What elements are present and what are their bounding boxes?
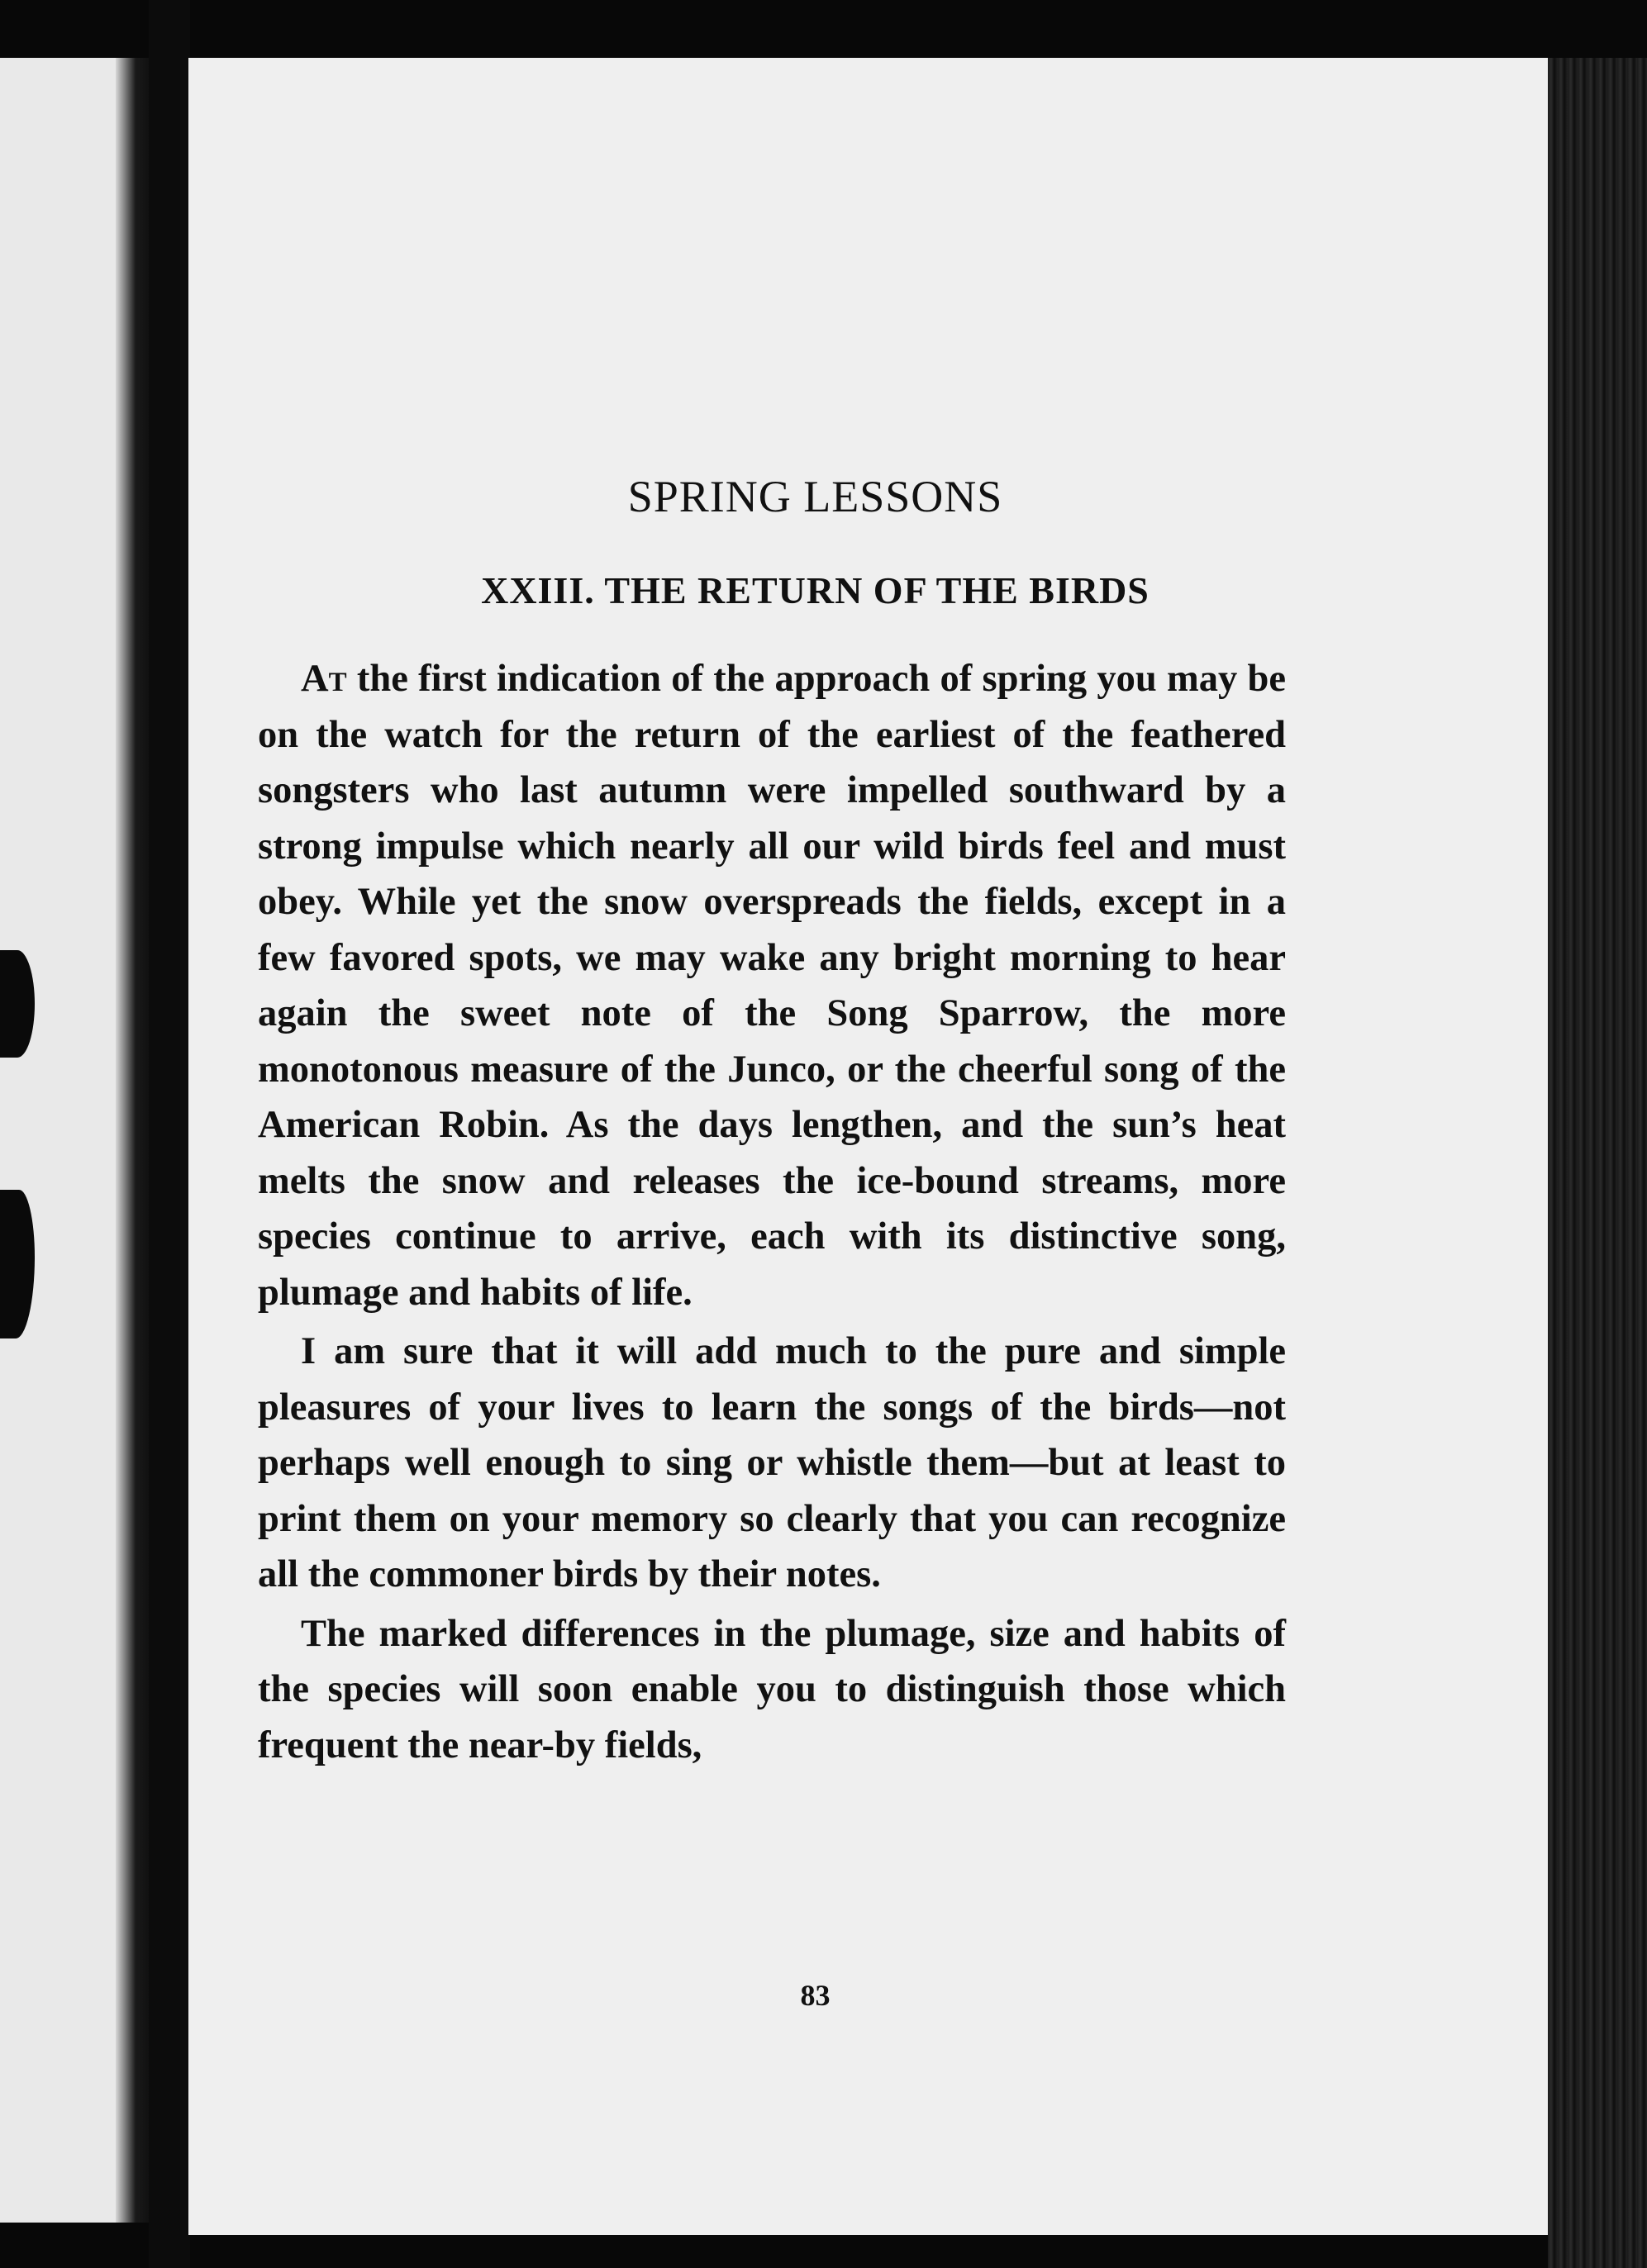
- gutter-shadow: [116, 58, 149, 2223]
- paragraph-1: [258, 651, 1286, 1320]
- chapter-title: XXIII. THE RETURN OF THE BIRDS: [481, 569, 1150, 611]
- page-stack-edge: [1548, 58, 1647, 2268]
- paragraph-3: The marked differences in the plumage, size and habits of the species will soon enable you to distinguish those which frequent the near-by fields,: [258, 1612, 1286, 1766]
- paragraph-2: I am sure that it will add much to the pure and simple pleasures of your lives to learn the songs of the birds—not perhaps well enough to sing or whistle them—but at least to print them on your memory so clearly that you can recognize all the commoner birds by their notes.: [258, 1330, 1286, 1595]
- book-gutter: [149, 0, 190, 2268]
- paragraph-1-text: the first indication of the approach of spring you may be on the watch for the return of the earliest of the feathered songsters who last autumn were impelled southward by a strong impulse which nearly all our wild birds feel and must obey. While yet the snow overspreads the fields, except in a few favored spots, we may wake any bright morning to hear again the sweet note of the Song Sparrow, the more monotonous measure of the Junco, or the cheerful song of the American Robin. As the days lengthen, and the sun’s heat melts the snow and releases the ice-bound streams, more species continue to arrive, each with its distinctive song, plumage and habits of life.: [258, 658, 1286, 1314]
- page-number: 83: [800, 1979, 831, 2012]
- paragraph-1-opening-word: At: [301, 658, 347, 700]
- facing-page-ornament: [0, 950, 35, 1058]
- running-head: SPRING LESSONS: [627, 472, 1003, 521]
- body-text: [258, 651, 1286, 1773]
